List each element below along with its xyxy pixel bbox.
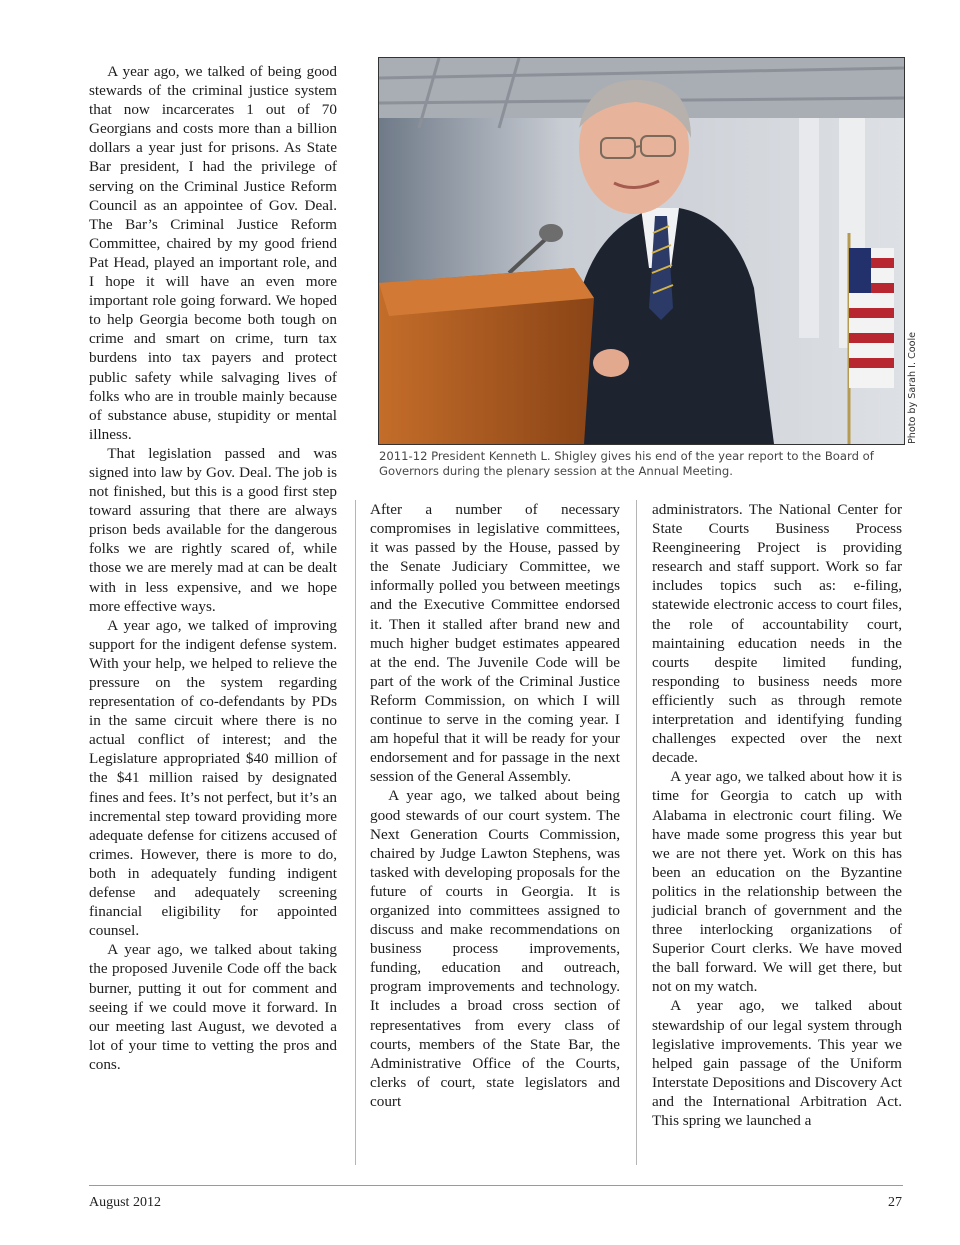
- paragraph: A year ago, we talked about being good stewards of our court system. The Next Generation Courts Commission, chaired by Judge Lawton Stephens, was tasked with developing proposals for the future of courts in Georgia. It is organized into committees assigned to discuss and make recommendations on business process improvements, funding, education and outreach, program improvements and technology. It includes a broad cross section of representatives from every class of courts, members of the State Bar, the Administrative Office of the Courts, clerks of court, state legislators and court: [370, 787, 620, 1110]
- paragraph: After a number of necessary compromises in legislative committees, it was passed by the House, passed by the Senate Judiciary Committee, we informally polled you between meetings and the Executive Committee endorsed it. Then it stalled after brand new and much higher budget estimates appeared at the end. The Juvenile Code will be part of the work of the Criminal Justice Reform Commission, on which I will continue to serve in the coming year. I am hopeful that it will be ready for your endorsement and for passage in the next session of the General Assembly.: [370, 501, 620, 786]
- paragraph: That legislation passed and was signed into law by Gov. Deal. The job is not finished, but this is a good first step toward assuring that there are always prison beds available for the dangerous folks we are rightly scared of, while those we are merely mad at can be dealt with in less expensive, and we hope more effective ways.: [89, 444, 337, 615]
- column-divider: [355, 500, 356, 1165]
- column-divider: [636, 500, 637, 1165]
- paragraph: A year ago, we talked about stewardship of our legal system through legislative improvements. This year we helped gain passage of the Uniform Interstate Depositions and Discovery Act and the International Arbitration Act. This spring we launched a: [652, 997, 902, 1129]
- article-column-1: [89, 62, 337, 1074]
- photo-illustration: [379, 58, 904, 444]
- paragraph: A year ago, we talked of improving support for the indigent defense system. With your help, we helped to relieve the pressure on the system regarding representation of co-defendants by PDs in the same circuit where there is no actual conflict of interest; and the Legislature appropriated $40 million of the $41 million raised by designated fines and fees. It’s not perfect, but it’s an incremental step toward providing more adequate defense for citizens accused of crimes. However, there is more to do, both in adequately funding indigent defense and adequately screening financial eligibility for appointed counsel.: [89, 616, 337, 940]
- photo-credit: Photo by Sarah I. Coole: [907, 331, 918, 444]
- page-number: 27: [888, 1195, 902, 1210]
- photo-caption: 2011-12 President Kenneth L. Shigley gives his end of the year report to the Board of Governors during the plenary session at the Annual Meeting.: [379, 449, 874, 479]
- article-column-3: [652, 500, 902, 1130]
- article-column-2: [370, 500, 620, 1111]
- paragraph: administrators. The National Center for State Courts Business Process Reengineering Project is providing research and staff support. Work so far includes topics such as: e-filing, statewide electronic access to court files, the role of accountability court, maintaining education needs in the courts despite limited funding, responding to business needs more efficiently such as through remote interpretation and identifying funding challenges expected over the next decade.: [652, 501, 902, 767]
- article-photo: [378, 57, 905, 445]
- footer-issue-date: August 2012: [89, 1195, 161, 1210]
- paragraph: A year ago, we talked of being good stewards of the criminal justice system that now incarcerates 1 out of 70 Georgians and costs more than a billion dollars a year just for prisons. As State Bar president, I had the privilege of serving on the Criminal Justice Reform Council as an appointee of Gov. Deal. The Bar’s Criminal Justice Reform Committee, chaired by my good friend Pat Head, played an important role, and I hope it will have an even more important role going forward. We hoped to help Georgia become both tough on crime and smart on crime, turn tax burdens into tax payers and protect public safety while salvaging lives of folks who are in trouble mainly because of substance abuse, stupidity or mental illness.: [89, 63, 337, 443]
- footer-rule: [89, 1185, 903, 1186]
- paragraph: A year ago, we talked about taking the proposed Juvenile Code off the back burner, putting it out for comment and seeing if we could move it forward. In our meeting last August, we devoted a lot of your time to vetting the pros and cons.: [89, 941, 337, 1073]
- paragraph: A year ago, we talked about how it is time for Georgia to catch up with Alabama in electronic court filing. We have made some progress this year but we are not there yet. Work on this has been an education on the Byzantine politics in the relationship between the judicial branch of government and the three interlocking organizations of Superior Court clerks. We have moved the ball forward. We will get there, but not on my watch.: [652, 768, 902, 996]
